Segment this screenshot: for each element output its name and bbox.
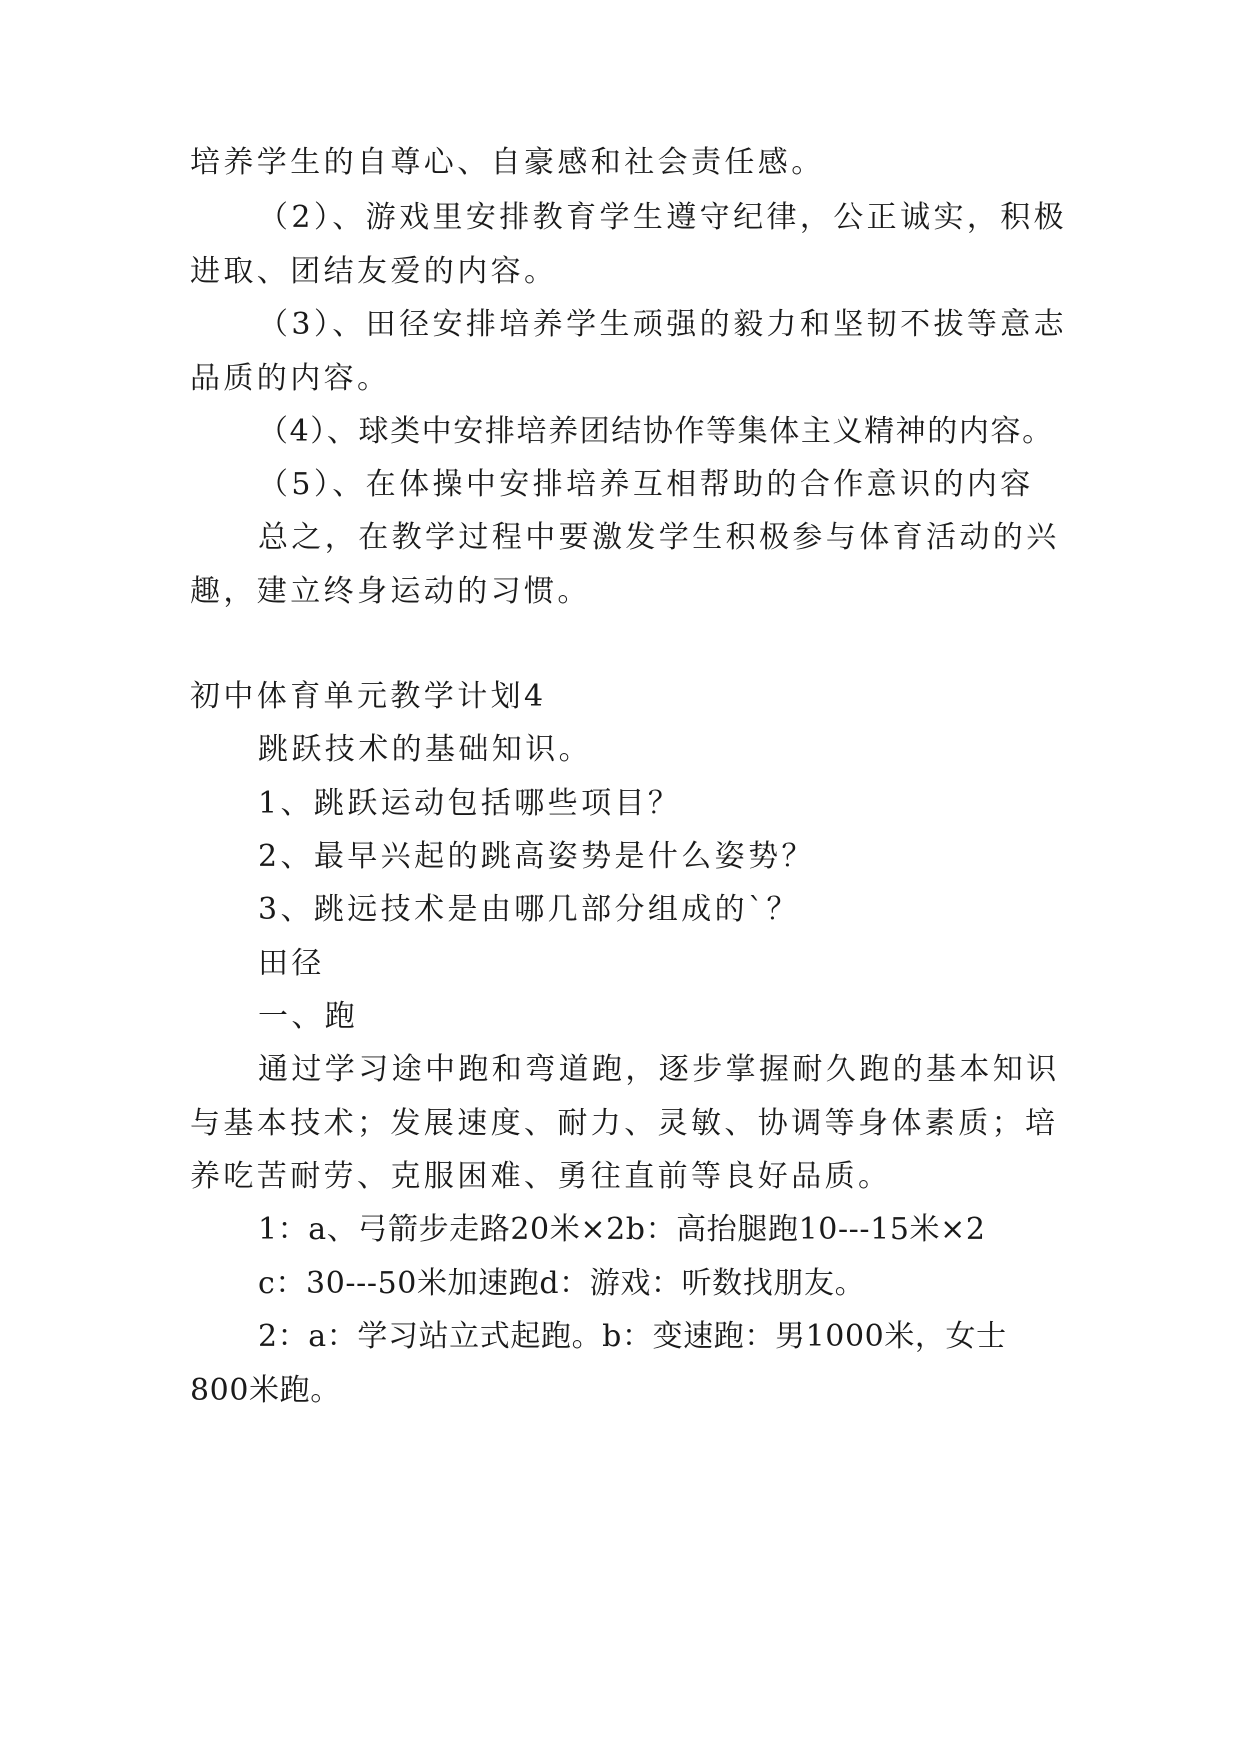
paragraph-line: 趣，建立终身运动的习惯。 bbox=[190, 574, 591, 609]
paragraph-line: 养吃苦耐劳、克服困难、勇往直前等良好品质。 bbox=[190, 1159, 892, 1194]
paragraph-line: 总之，在教学过程中要激发学生积极参与体育活动的兴 bbox=[258, 520, 1060, 555]
question-item: 1、跳跃运动包括哪些项目？ bbox=[258, 786, 682, 821]
paragraph-line: 通过学习途中跑和弯道跑，逐步掌握耐久跑的基本知识 bbox=[258, 1052, 1060, 1087]
list-item: c：30---50米加速跑d：游戏：听数找朋友。 bbox=[258, 1266, 866, 1301]
question-item: 3、跳远技术是由哪几部分组成的`？ bbox=[258, 892, 800, 927]
paragraph-line: （2）、游戏里安排教育学生遵守纪律，公正诚实，积极 bbox=[258, 200, 1068, 235]
paragraph-line: （4）、球类中安排培养团结协作等集体主义精神的内容。 bbox=[258, 414, 1054, 449]
subheading: 田径 bbox=[258, 946, 325, 981]
subheading: 一、跑 bbox=[258, 999, 359, 1034]
paragraph-line: （5）、在体操中安排培养互相帮助的合作意识的内容 bbox=[258, 467, 1034, 502]
question-item: 2、最早兴起的跳高姿势是什么姿势？ bbox=[258, 839, 815, 874]
paragraph-line: 培养学生的自尊心、自豪感和社会责任感。 bbox=[190, 145, 825, 180]
paragraph-line: 与基本技术；发展速度、耐力、灵敏、协调等身体素质；培 bbox=[190, 1106, 1059, 1141]
paragraph-line: 跳跃技术的基础知识。 bbox=[258, 732, 592, 767]
list-item: 800米跑。 bbox=[190, 1373, 341, 1408]
list-item: 2：a：学习站立式起跑。b：变速跑：男1000米，女士 bbox=[258, 1319, 1007, 1354]
section-heading: 初中体育单元教学计划4 bbox=[190, 679, 547, 714]
paragraph-line: 进取、团结友爱的内容。 bbox=[190, 254, 558, 289]
paragraph-line: 品质的内容。 bbox=[190, 361, 391, 396]
list-item: 1：a、弓箭步走路20米×2b：高抬腿跑10---15米×2 bbox=[258, 1212, 986, 1247]
paragraph-line: （3）、田径安排培养学生顽强的毅力和坚韧不拔等意志 bbox=[258, 307, 1068, 342]
